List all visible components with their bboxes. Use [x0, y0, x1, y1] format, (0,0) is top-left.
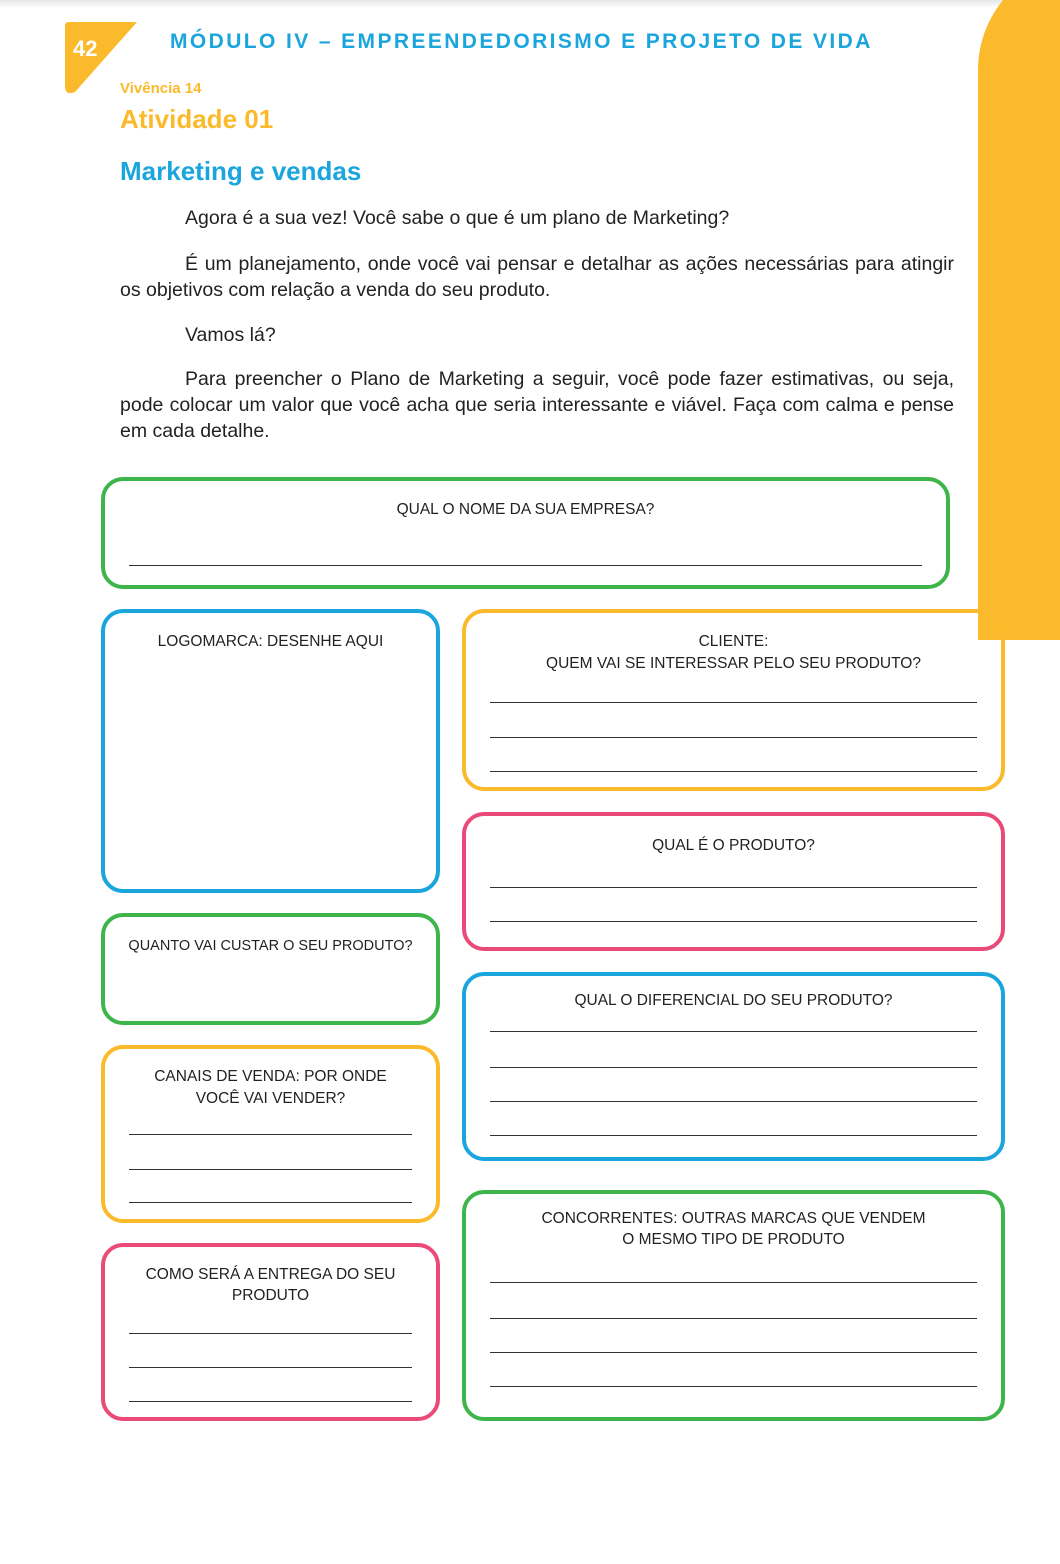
client-answer-line[interactable] — [490, 737, 977, 738]
differential-answer-line[interactable] — [490, 1067, 977, 1068]
logo-box[interactable] — [101, 609, 440, 893]
intro-paragraph-3: Vamos lá? — [185, 324, 276, 346]
intro-paragraph-4: Para preencher o Plano de Marketing a seguir, você pode fazer estimativas, ou seja, pode colocar um valor que você acha que seria interessante e viável. Faça com calma e pense em cada detalhe. — [120, 368, 954, 442]
vivencia-label: Vivência 14 — [120, 80, 202, 97]
intro-paragraph-2: É um planejamento, onde você vai pensar e detalhar as ações necessárias para atingir os objetivos com relação a venda do seu produto. — [120, 253, 954, 301]
sales-channels-question-line2: VOCÊ VAI VENDER? — [195, 1090, 346, 1107]
delivery-question-line2: PRODUTO — [231, 1287, 310, 1304]
delivery-question-line1: COMO SERÁ A ENTREGA DO SEU — [145, 1266, 396, 1283]
page-number: 42 — [73, 36, 98, 61]
page-top-shadow — [0, 0, 1060, 8]
competitors-answer-line[interactable] — [490, 1352, 977, 1353]
company-name-box — [101, 477, 950, 589]
client-answer-line[interactable] — [490, 702, 977, 703]
section-title: Marketing e vendas — [120, 156, 362, 186]
competitors-question-line2: O MESMO TIPO DE PRODUTO — [622, 1231, 845, 1248]
differential-answer-line[interactable] — [490, 1031, 977, 1032]
product-answer-line[interactable] — [490, 921, 977, 922]
client-box — [462, 609, 1005, 791]
intro-paragraph-1: Agora é a sua vez! Você sabe o que é um plano de Marketing? — [185, 207, 730, 229]
competitors-answer-line[interactable] — [490, 1282, 977, 1283]
sales-channels-answer-line[interactable] — [129, 1202, 412, 1203]
sales-channels-box — [101, 1045, 440, 1223]
client-question-line2: QUEM VAI SE INTERESSAR PELO SEU PRODUTO? — [546, 655, 921, 672]
sales-channels-answer-line[interactable] — [129, 1169, 412, 1170]
competitors-answer-line[interactable] — [490, 1386, 977, 1387]
differential-answer-line[interactable] — [490, 1135, 977, 1136]
company-name-answer-line[interactable] — [129, 565, 922, 566]
delivery-answer-line[interactable] — [129, 1401, 412, 1402]
differential-answer-line[interactable] — [490, 1101, 977, 1102]
delivery-answer-line[interactable] — [129, 1333, 412, 1334]
competitors-question-line1: CONCORRENTES: OUTRAS MARCAS QUE VENDEM — [541, 1210, 926, 1227]
module-title: MÓDULO IV – EMPREENDEDORISMO E PROJETO DE VIDA — [170, 30, 873, 53]
decorative-yellow-band — [978, 0, 1060, 640]
competitors-box — [462, 1190, 1005, 1421]
client-question-line1: CLIENTE: — [698, 633, 769, 650]
delivery-answer-line[interactable] — [129, 1367, 412, 1368]
differential-box — [462, 972, 1005, 1161]
client-answer-line[interactable] — [490, 771, 977, 772]
sales-channels-answer-line[interactable] — [129, 1134, 412, 1135]
company-name-question: QUAL O NOME DA SUA EMPRESA? — [396, 501, 655, 518]
logo-label: LOGOMARCA: DESENHE AQUI — [157, 633, 384, 650]
cost-question: QUANTO VAI CUSTAR O SEU PRODUTO? — [128, 938, 413, 954]
product-answer-line[interactable] — [490, 887, 977, 888]
sales-channels-question-line1: CANAIS DE VENDA: POR ONDE — [154, 1068, 387, 1085]
product-box — [462, 812, 1005, 951]
product-question: QUAL É O PRODUTO? — [652, 837, 815, 854]
delivery-box — [101, 1243, 440, 1421]
cost-box[interactable] — [101, 913, 440, 1025]
differential-question: QUAL O DIFERENCIAL DO SEU PRODUTO? — [574, 992, 893, 1009]
activity-title: Atividade 01 — [120, 104, 274, 134]
competitors-answer-line[interactable] — [490, 1318, 977, 1319]
